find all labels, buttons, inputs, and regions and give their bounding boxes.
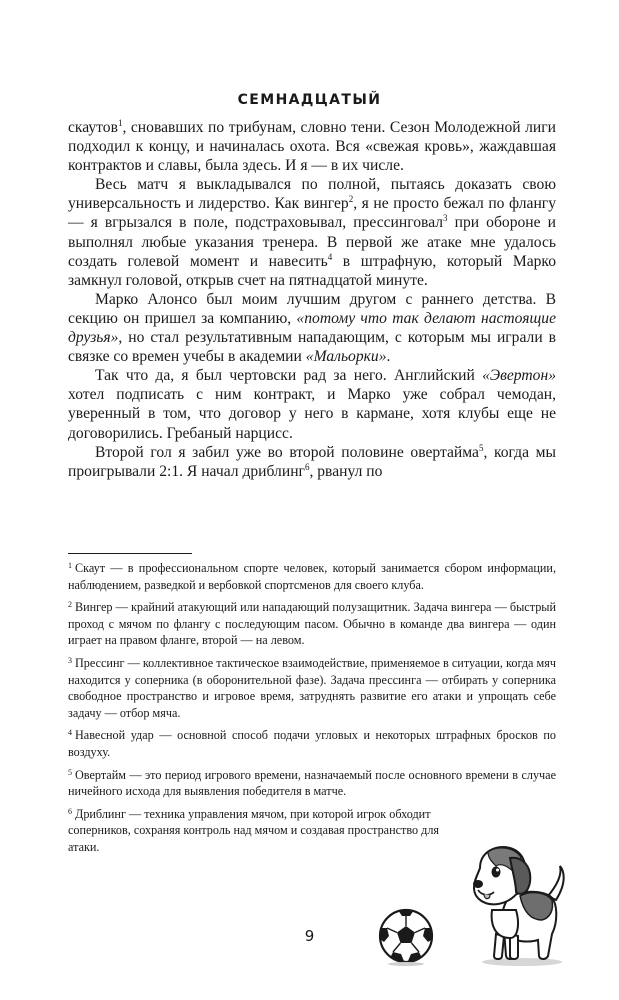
footnote-ref[interactable]: 2 [348, 194, 354, 205]
footnote-ref[interactable]: 5 [478, 442, 484, 453]
footnote-text: Вингер — крайний атакующий или нападающий полузащитник. Задача вингера — быстрый проход с мячом по флангу с последующим пасом. Обычно в команде два вингера — один играет на правом фланге, второй — на левом. [68, 600, 556, 648]
footnote-5 [68, 767, 556, 800]
paragraph-text: , когда мы проигрывали 2:1. Я начал дриблинг [68, 443, 556, 480]
footnote-ref[interactable]: 1 [117, 118, 123, 128]
footnote-text: Овертайм — это период игрового времени, назначаемый после основного времени в случае ничейного исхода для выявления победителя в матче. [68, 767, 556, 799]
footnote-text: Навесной удар — основной способ подачи угловых и некоторых штрафных бросков по воздуху. [68, 728, 556, 759]
italic-club-name: «Эвертон» [482, 367, 556, 385]
footnote-1 [68, 560, 556, 593]
paragraph-text: , я не просто бежал по флангу — я вгрызался в поле, подстраховывал, прессинговал [68, 195, 556, 232]
paragraph-text: Весь матч я выкладывался по полной, пытаясь доказать свою универсальность и лидерство. Как вингер [68, 176, 556, 213]
italic-quote: «потому что так делают настоящие друзья» [68, 309, 556, 347]
main-text [68, 118, 556, 481]
footnote-number: 5 [68, 767, 72, 777]
paragraph-text: Марко Алонсо был моим лучшим другом с раннего детства. В секцию он пришел за компанию, [68, 290, 556, 327]
footnotes [68, 560, 556, 862]
footnote-text: Скаут — в профессиональном спорте человек, который занимается сбором информации, наблюдением, разведкой и вербовкой спортсменов для своего клуба. [68, 561, 556, 592]
footnote-4 [68, 727, 556, 760]
paragraph-text: в штрафную, который Марко замкнул головой, открыв счет на пятнадцатой минуте. [68, 252, 556, 289]
paragraph-4 [68, 366, 556, 442]
paragraph-text: скаутов [68, 119, 118, 136]
footnote-number: 4 [68, 728, 72, 738]
chapter-heading: СЕМНАДЦАТЫЙ [237, 92, 382, 108]
footnote-6 [68, 806, 463, 856]
paragraph-text: хотел подписать с ним контракт, и Марко уже собрал чемодан, уверенный в том, что договор у него в кармане, хотя клубы еще не договорились. Гребаный нарцисс. [68, 386, 556, 442]
paragraph-text: Так что да, я был чертовски рад за него. Английский [95, 367, 483, 385]
paragraph-text: Второй гол я забил уже во второй половине овертайма [95, 443, 479, 461]
footnote-number: 2 [68, 600, 72, 610]
footnote-number: 1 [68, 561, 72, 570]
paragraph-1 [68, 118, 556, 175]
footnote-divider [68, 553, 192, 554]
footnote-ref[interactable]: 3 [443, 213, 448, 224]
footnote-ref[interactable]: 6 [304, 461, 310, 472]
paragraph-text: , сновавших по трибунам, словно тени. Сезон Молодежной лиги подходил к концу, и начиналась охота. Вся «свежая кровь», жаждавшая контрактов и славы, была здесь. И я — в их числе. [68, 119, 556, 175]
paragraph-text: , но стал результативным нападающим, с которым мы играли в связке со времен учебы в академии [68, 329, 556, 366]
paragraph-text: при обороне и выполнял любые указания тренера. В первой же атаке мне удалось создать голевой момент и навесить [68, 214, 556, 270]
footnote-ref[interactable]: 4 [327, 251, 333, 262]
page-number: 9 [304, 927, 315, 945]
paragraph-5 [68, 443, 556, 481]
footnote-number: 3 [68, 655, 72, 665]
footnote-text: Прессинг — коллективное тактическое взаимодействие, применяемое в ситуации, когда мяч находится у соперника (в оборонительной фазе). Задача прессинга — отбирать у соперника свободное пространство и игровое время, затруднять развитие его атаки и упрощать себе задачу — отбор мяча. [68, 655, 556, 720]
footnote-2 [68, 599, 556, 649]
paragraph-2 [68, 175, 556, 290]
footnote-text: Дриблинг — техника управления мячом, при которой игрок обходит соперников, сохраняя контроль над мячом и создавая пространство для атаки. [68, 806, 440, 854]
beagle-puppy-icon [466, 838, 571, 968]
footnote-number: 6 [68, 806, 72, 816]
italic-club-name: «Мальорки» [305, 348, 387, 366]
paragraph-3 [68, 290, 556, 366]
footnote-3 [68, 655, 556, 721]
paragraph-text: . [386, 348, 391, 366]
paragraph-text: , рванул по [309, 462, 383, 480]
